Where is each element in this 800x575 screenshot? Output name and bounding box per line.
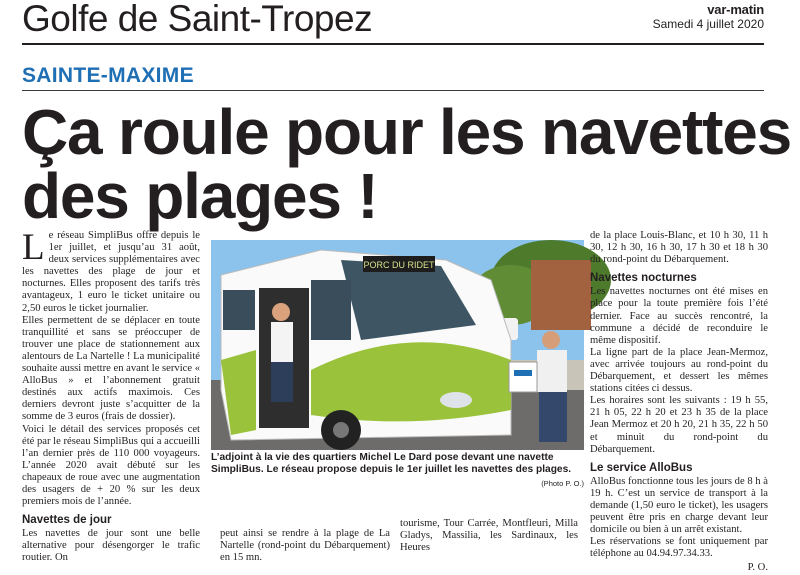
- bus-destination-sign: PORC DU RIDET: [363, 260, 435, 270]
- paragraph: Voici le détail des services proposés cet été par le réseau SimpliBus qui a accueilli l’an dernier près de 110 000 voyageurs. L’année 2020 avait débuté sur les chapeaux de roue avec une augmentation des usagers de + 20 % sur les deux premiers mois de l’année.: [22, 423, 200, 508]
- paragraph: peut ainsi se rendre à la plage de La Nartelle (rond-point du Débarquement) en 15 mn.: [220, 528, 390, 564]
- subhead-allobus: Le service AlloBus: [590, 461, 693, 474]
- paragraph: Les horaires sont les suivants : 19 h 55, 21 h 05, 22 h 20 et 23 h 35 de la place Jean Mermoz et 20 h 20, 21 h 35, 22 h 50 et minuit du rond-point du Débarquement.: [590, 395, 768, 455]
- intro-text: e réseau SimpliBus offre depuis le 1er juillet, et jusqu’au 31 août, deux services supplémentaires avec les navettes des plage de jour et nocturnes. Elles proposent des tarifs très avantageux, 1 euro le ticket unitaire ou 2,50 euros le ticket journalier.: [22, 230, 200, 314]
- paragraph: tourisme, Tour Carrée, Montfleuri, Milla Gladys, Massilia, les Sardinaux, les Heures: [400, 518, 578, 554]
- paragraph: [22, 227, 200, 315]
- article-column-2: [220, 528, 390, 564]
- header-divider: [22, 43, 764, 45]
- bus-photo-illustration: [211, 240, 584, 450]
- author-signature: P. O.: [747, 562, 768, 574]
- photo-credit: (Photo P. O.): [541, 479, 584, 488]
- article-column-1: [22, 227, 200, 565]
- paragraph: de la place Louis-Blanc, et 10 h 30, 11 h 30, 12 h 30, 16 h 30, 17 h 30 et 18 h 30 du rond-point du Débarquement.: [590, 230, 768, 266]
- newspaper-name: var-matin: [707, 2, 764, 17]
- paragraph: La ligne part de la place Jean-Mermoz, avec arrivée toujours au rond-point du Débarquement, et dessert les mêmes stations citées ci dessus.: [590, 346, 768, 395]
- article-photo: [211, 240, 584, 450]
- headline-line-1: Ça roule pour les navettes: [22, 96, 792, 168]
- article-column-4: [590, 230, 768, 575]
- headline-line-2: des plages !: [22, 160, 378, 232]
- photo-caption: [211, 452, 584, 490]
- section-title: Golfe de Saint-Tropez: [22, 0, 373, 39]
- paragraph: Les navettes de jour sont une belle alternative pour désengorger le trafic routier. On: [22, 528, 200, 564]
- subhead-night-shuttles: Navettes nocturnes: [590, 272, 697, 285]
- article-kicker: SAINTE-MAXIME: [22, 64, 194, 87]
- article-column-3: [400, 518, 578, 554]
- paragraph: Elles permettent de se déplacer en toute tranquillité et sans se préoccuper de trouver une place de stationnement aux alentours de La Nartelle ! La municipalité souhaite aussi mettre en avant le service « AlloBus » et l’abonnement gratuit destinés aux actifs maximois. Ces derniers devront juste s’acquitter de la somme de 3 euros (frais de dossier).: [22, 314, 200, 423]
- kicker-divider: [22, 90, 764, 91]
- drop-cap: L: [22, 227, 45, 268]
- paragraph: Les réservations se font uniquement par téléphone au 04.94.97.34.33.: [590, 536, 768, 560]
- subhead-day-shuttles: Navettes de jour: [22, 514, 112, 527]
- caption-text: L’adjoint à la vie des quartiers Michel Le Dard pose devant une navette SimpliBus. Le réseau propose depuis le 1er juillet les navettes des plages.: [211, 452, 572, 475]
- paragraph: AlloBus fonctionne tous les jours de 8 h à 19 h. C’est un service de transport à la demande (1,50 euro le ticket), les usagers peuvent être pris en charge devant leur domicile ou bien à un arrêt existant.: [590, 475, 768, 536]
- paragraph: Les navettes nocturnes ont été mises en place pour la toute première fois l’été dernier. Face au succès rencontré, la commune a décidé de reconduire le même dispositif.: [590, 286, 768, 346]
- publication-date: Samedi 4 juillet 2020: [652, 17, 764, 31]
